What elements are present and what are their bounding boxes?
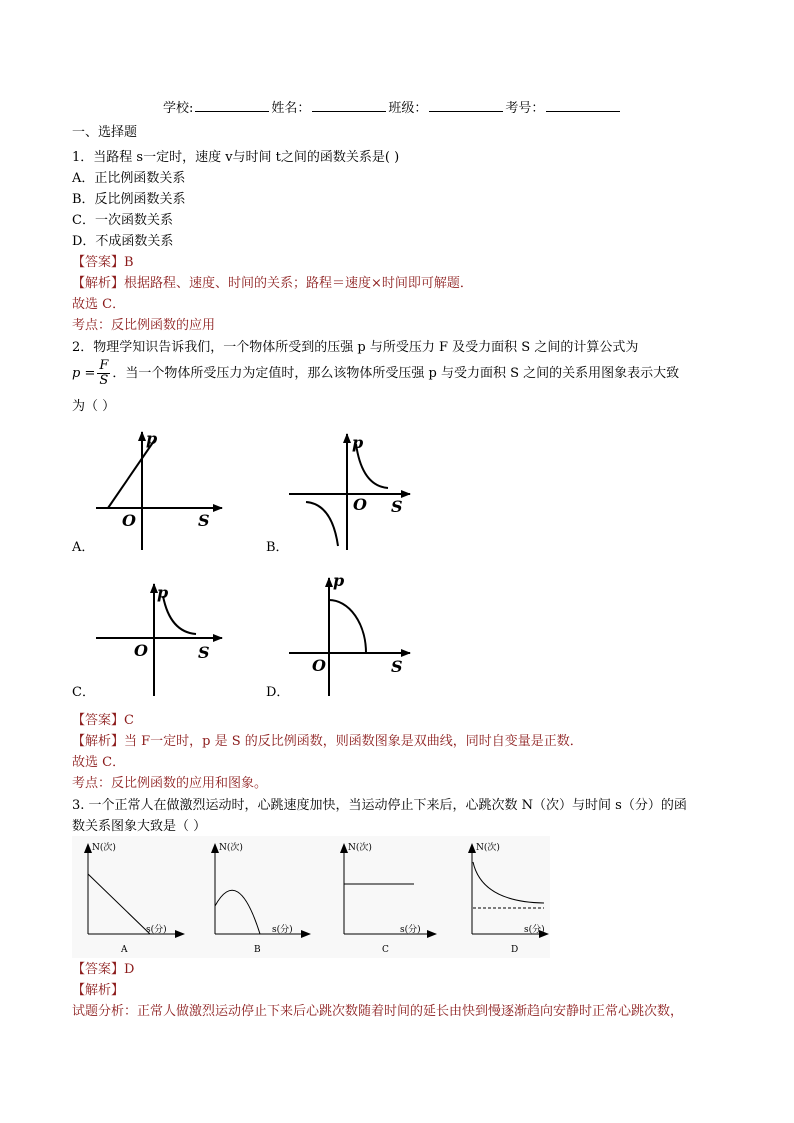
q2-stem-line1: 2．物理学知识告诉我们，一个物体所受到的压强 p 与所受压力 F 及受力面积 S 之间的计算公式为 — [72, 340, 639, 355]
q2-fraction-den: S — [99, 373, 109, 388]
graph-c-s-label: S — [198, 643, 210, 662]
q3-a-letter: A — [121, 945, 128, 955]
q3-a-y-label: N(次) — [92, 843, 116, 853]
graph-a-line — [108, 438, 156, 508]
section-title: 一、选择题 — [72, 125, 138, 140]
q2-point: 考点：反比例函数的应用和图象。 — [72, 776, 268, 791]
q2-analysis-tag: 【解析】 — [72, 734, 125, 749]
q2-formula-line — [72, 359, 679, 389]
graph-b-p-label: p — [352, 433, 364, 452]
exam-no-blank[interactable] — [546, 98, 620, 112]
q3-stem-line1: 3. 一个正常人在做激烈运动时，心跳速度加快，当运动停止下来后，心跳次数 N（次）与时间 s（分）的函 — [72, 798, 687, 813]
q2-formula-lhs: p = — [72, 366, 96, 381]
q2-graphs — [0, 420, 794, 710]
q2-graph-c — [96, 583, 222, 696]
graph-d-p-label: p — [333, 571, 345, 590]
q1-option-b: B．反比例函数关系 — [72, 192, 186, 207]
graph-b-o-label: O — [353, 495, 367, 514]
q3-c-x-label: s(分) — [400, 925, 421, 935]
q2-analysis — [72, 732, 583, 752]
graph-a-o-label: O — [122, 511, 136, 530]
q1-option-c: C．一次函数关系 — [72, 213, 173, 228]
graph-d-arc — [329, 600, 366, 653]
q3-b-x-label: s(分) — [272, 925, 293, 935]
q1-analysis-text: 根据路程、速度、时间的关系；路程＝速度×时间即可解题． — [124, 276, 473, 291]
q3-a-x-label: s(分) — [146, 925, 167, 935]
q2-conclusion: 故选 C． — [72, 755, 126, 770]
q2-graph-a — [96, 429, 222, 550]
q2-answer: 【答案】C — [72, 713, 134, 728]
q2-stem-line2: ．当一个物体所受压力为定值时，那么该物体所受压强 p 与受力面积 S 之间的关系用图象表示大致 — [112, 366, 680, 381]
q2-analysis-text: 当 F一定时，p 是 S 的反比例函数，则函数图象是双曲线，同时自变量是正数． — [124, 734, 583, 749]
school-blank[interactable] — [195, 98, 269, 112]
q3-analysis-text: 试题分析：正常人做激烈运动停止下来后心跳次数随着时间的延长由快到慢逐渐趋向安静时正常心跳次数， — [72, 1004, 684, 1019]
q3-stem-line2: 数关系图象大致是（ ） — [72, 819, 207, 834]
q2-stem-line3: 为（ ） — [72, 399, 116, 414]
graph-d-s-label: S — [391, 657, 403, 676]
graph-a-p-label: p — [146, 429, 158, 448]
name-blank[interactable] — [312, 98, 386, 112]
graph-b-branch-3 — [306, 502, 338, 546]
q1-point: 考点：反比例函数的应用 — [72, 318, 216, 333]
exam-no-label: 考号： — [505, 101, 545, 116]
q2-option-b-label: B． — [266, 540, 289, 555]
graph-a-s-label: S — [198, 511, 210, 530]
q3-b-letter: B — [254, 945, 261, 955]
q3-b-y-label: N(次) — [219, 843, 243, 853]
q1-option-d: D．不成函数关系 — [72, 234, 174, 249]
q2-graph-d — [289, 571, 410, 696]
q1-answer: 【答案】B — [72, 255, 134, 270]
exam-header — [163, 98, 622, 119]
q3-graph-background — [72, 836, 550, 958]
q1-analysis-tag: 【解析】 — [72, 276, 125, 291]
q1-stem: 1．当路程 s一定时，速度 v与时间 t之间的函数关系是( ) — [72, 150, 400, 165]
q1-analysis — [72, 274, 473, 294]
class-blank[interactable] — [429, 98, 503, 112]
q3-c-y-label: N(次) — [348, 843, 372, 853]
q1-conclusion: 故选 C． — [72, 297, 126, 312]
q3-d-y-label: N(次) — [476, 843, 500, 853]
q2-graph-b — [289, 433, 410, 550]
graph-c-o-label: O — [134, 641, 148, 660]
q2-fraction-num: F — [99, 358, 109, 373]
q2-option-d-label: D． — [266, 685, 290, 700]
school-label: 学校: — [163, 101, 194, 116]
name-label: 姓名： — [271, 101, 311, 116]
q3-analysis-tag: 【解析】 — [72, 983, 125, 998]
q3-graphs — [0, 836, 794, 960]
graph-b-s-label: S — [391, 497, 403, 516]
graph-c-p-label: p — [157, 583, 169, 602]
graph-d-o-label: O — [312, 656, 326, 675]
q3-c-letter: C — [382, 945, 389, 955]
q3-d-letter: D — [511, 945, 519, 955]
q2-option-c-label: C． — [72, 685, 95, 700]
q1-option-a: A．正比例函数关系 — [72, 171, 186, 186]
class-label: 班级： — [388, 101, 428, 116]
q2-fraction — [97, 359, 110, 388]
q2-option-a-label: A． — [72, 540, 95, 555]
q3-answer: 【答案】D — [72, 962, 135, 977]
q3-d-x-label: s(分) — [524, 925, 545, 935]
